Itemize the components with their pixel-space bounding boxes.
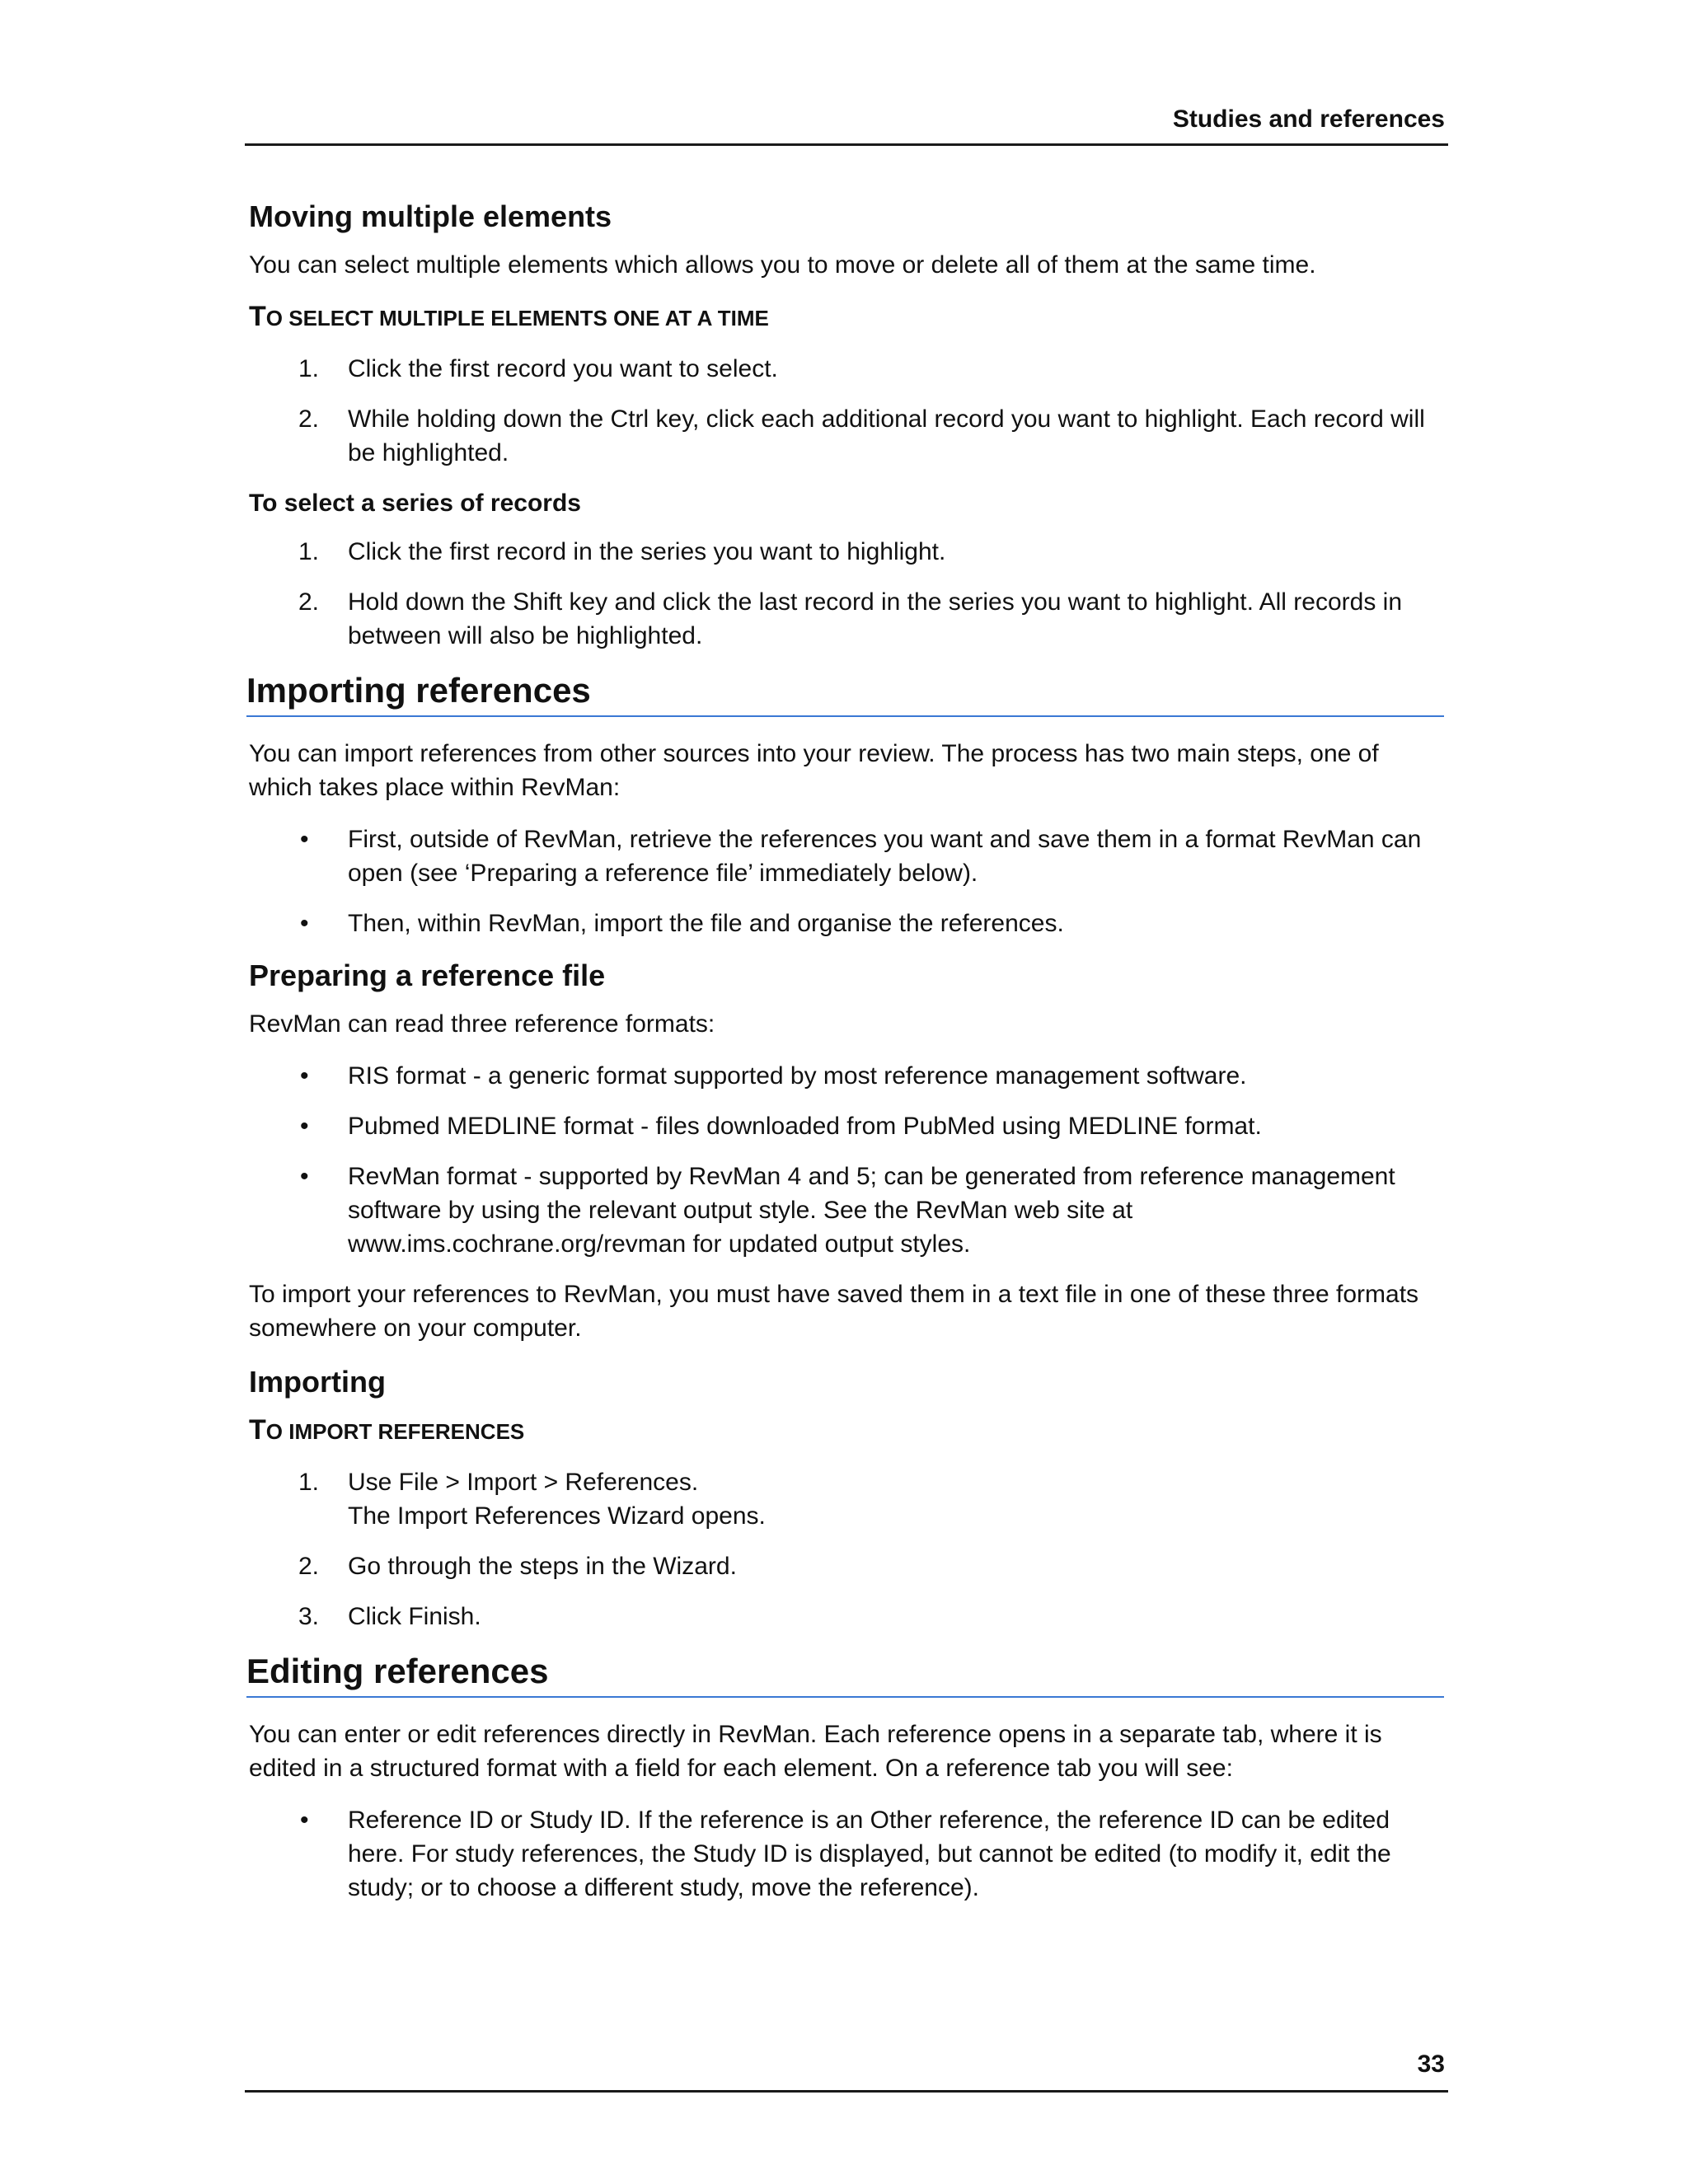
running-header [245, 99, 1448, 146]
procedure-heading-select-series: To select a series of records [249, 489, 581, 517]
section-heading-moving: Moving multiple elements [249, 199, 612, 233]
bullet-icon: • [300, 910, 309, 938]
list-item-text: Reference ID or Study ID. If the reference is an Other reference, the reference ID can be edited here. For study references, the Study ID is displayed, but cannot be edited (to modify it, edit the study; or to choose a different study, move the reference). [348, 1807, 1391, 1902]
preparing-outro: To import your references to RevMan, you must have saved them in a text file in one of these three formats somewhere on your computer. [249, 1281, 1419, 1343]
list-number: 1. [298, 354, 320, 382]
list-item [249, 585, 1444, 653]
procedure-heading-rest: O SELECT MULTIPLE ELEMENTS ONE AT A TIME [265, 305, 769, 330]
list-item-text: First, outside of RevMan, retrieve the references you want and save them in a format RevMan can open (see ‘Preparing a reference file’ immediately below). [348, 826, 1422, 888]
page-number: 33 [1417, 2050, 1445, 2078]
procedure-heading-import-references [249, 1413, 1444, 1449]
importing-references-bullets [249, 823, 1444, 940]
procedure-heading-initial: T [249, 1413, 266, 1446]
running-footer [245, 2050, 1448, 2093]
bullet-icon: • [300, 826, 309, 854]
procedure-heading-rest: O IMPORT REFERENCES [265, 1418, 525, 1444]
bullet-icon: • [300, 1163, 309, 1191]
procedure-heading-select-one-at-a-time [249, 300, 1444, 335]
list-item [249, 1465, 1444, 1533]
list-item [249, 1160, 1444, 1261]
list-item [249, 1600, 1444, 1633]
procedure-heading-initial: T [249, 300, 266, 332]
section-heading-importing-references: Importing references [246, 669, 1444, 718]
select-one-at-a-time-steps [249, 352, 1444, 470]
list-item [249, 1109, 1444, 1143]
list-item-text: RevMan format - supported by RevMan 4 and 5; can be generated from reference management software by using the relevant output style. See the RevMan web site at www.ims.cochrane.org/revman for updated output styles. [348, 1163, 1395, 1258]
list-item-text: Use File > Import > References. [348, 1468, 699, 1496]
bullet-icon: • [300, 1113, 309, 1141]
list-item [249, 535, 1444, 569]
page-content [246, 198, 1444, 1921]
reference-formats-list [249, 1059, 1444, 1261]
list-number: 2. [298, 1552, 320, 1580]
list-item-text: Click the first record in the series you want to highlight. [348, 537, 946, 565]
editing-references-intro: You can enter or edit references directly in RevMan. Each reference opens in a separate tab, where it is edited in a structured format with a field for each element. On a reference tab you will see: [249, 1721, 1382, 1783]
section-heading-editing-references: Editing references [246, 1650, 1444, 1699]
list-item [249, 1059, 1444, 1093]
list-item-text: Pubmed MEDLINE format - files downloaded from PubMed using MEDLINE format. [348, 1113, 1262, 1141]
list-item [249, 1549, 1444, 1583]
list-item [249, 907, 1444, 940]
list-number: 2. [298, 588, 320, 616]
list-item-text: Click the first record you want to select. [348, 354, 778, 382]
list-number: 3. [298, 1602, 320, 1630]
list-item-text: Then, within RevMan, import the file and organise the references. [348, 910, 1064, 938]
list-item-text: Go through the steps in the Wizard. [348, 1552, 737, 1580]
import-references-steps [249, 1465, 1444, 1633]
list-item [249, 352, 1444, 386]
list-item-text: RIS format - a generic format supported by most reference management software. [348, 1062, 1247, 1090]
running-header-title: Studies and references [1172, 105, 1445, 133]
list-item-text: While holding down the Ctrl key, click each additional record you want to highlight. Each record will be highlighted. [348, 405, 1425, 466]
editing-references-bullets [249, 1803, 1444, 1905]
bullet-icon: • [300, 1807, 309, 1835]
list-number: 1. [298, 1468, 320, 1496]
importing-references-intro: You can import references from other sources into your review. The process has two main steps, one of which takes place within RevMan: [249, 740, 1379, 802]
section-heading-importing: Importing [249, 1365, 386, 1399]
list-item [249, 823, 1444, 890]
section-heading-preparing: Preparing a reference file [249, 958, 606, 993]
moving-intro: You can select multiple elements which allows you to move or delete all of them at the same time. [249, 251, 1316, 279]
list-item-result: The Import References Wizard opens. [348, 1502, 766, 1530]
select-series-steps [249, 535, 1444, 653]
list-number: 1. [298, 537, 320, 565]
bullet-icon: • [300, 1062, 309, 1090]
list-item-text: Hold down the Shift key and click the last record in the series you want to highlight. All records in between will also be highlighted. [348, 588, 1402, 649]
list-item [249, 402, 1444, 470]
list-number: 2. [298, 405, 320, 433]
list-item-text: Click Finish. [348, 1602, 481, 1630]
list-item [249, 1803, 1444, 1905]
preparing-intro: RevMan can read three reference formats: [249, 1010, 715, 1038]
